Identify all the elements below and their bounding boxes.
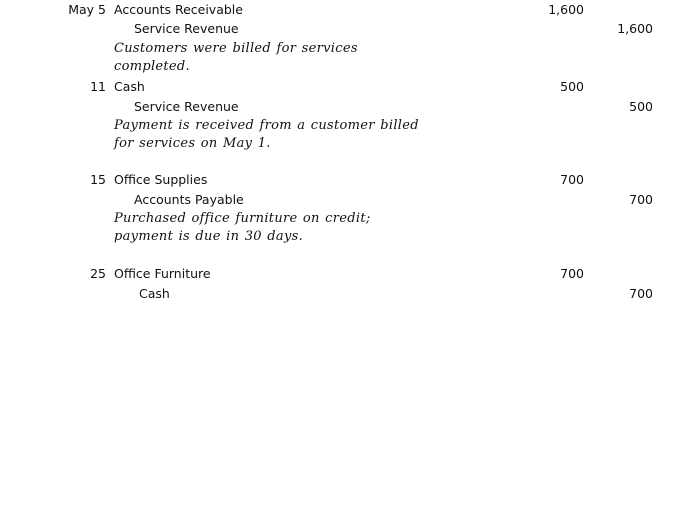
credit-amount: 500 <box>629 99 653 114</box>
credit-amount: 700 <box>629 286 653 301</box>
entry-date: 25 <box>90 266 106 281</box>
entry-date: 15 <box>90 172 106 187</box>
credit-account: Service Revenue <box>134 21 239 36</box>
debit-amount: 1,600 <box>548 2 584 17</box>
entry-date: 11 <box>90 79 106 94</box>
credit-account: Accounts Payable <box>134 192 244 207</box>
debit-account: Office Furniture <box>114 266 211 281</box>
credit-account: Service Revenue <box>134 99 239 114</box>
debit-amount: 500 <box>560 79 584 94</box>
debit-account: Office Supplies <box>114 172 208 187</box>
debit-amount: 700 <box>560 172 584 187</box>
entry-memo: Payment is received from a customer billed for services on May 1. <box>114 118 419 151</box>
entry-memo: Customers were billed for services completed. <box>114 41 358 74</box>
entry-memo: Purchased office furniture on credit; payment is due in 30 days. <box>114 211 371 244</box>
debit-amount: 700 <box>560 266 584 281</box>
credit-amount: 1,600 <box>617 21 653 36</box>
credit-amount: 700 <box>629 192 653 207</box>
debit-account: Accounts Receivable <box>114 2 243 17</box>
credit-account: Cash <box>139 286 170 301</box>
debit-account: Cash <box>114 79 145 94</box>
entry-date: May 5 <box>68 2 106 17</box>
